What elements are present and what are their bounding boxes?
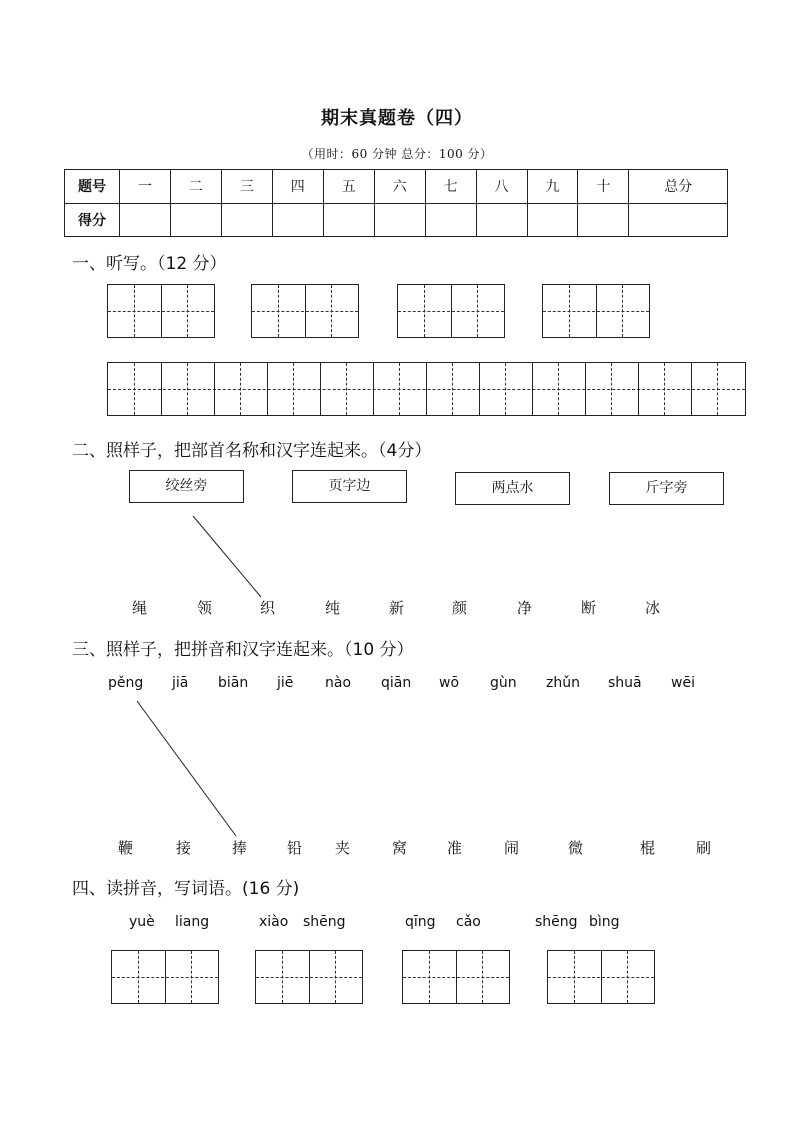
section-4-heading: 四、读拼音，写词语。(16 分) — [72, 879, 300, 899]
writing-grid[interactable] — [397, 284, 505, 338]
table-cell: 四 — [272, 170, 323, 204]
s3-pinyin[interactable]: jiā — [172, 675, 189, 691]
score-cell[interactable] — [272, 203, 323, 237]
s3-char[interactable]: 铅 — [287, 839, 303, 857]
s3-char[interactable]: 鞭 — [118, 839, 134, 857]
table-cell: 得分 — [65, 203, 120, 237]
s2-char[interactable]: 净 — [517, 599, 533, 617]
s2-char[interactable]: 新 — [389, 599, 405, 617]
s3-char[interactable]: 接 — [176, 839, 192, 857]
example-line-radical — [193, 516, 261, 597]
page-subtitle: （用时：60 分钟 总分：100 分） — [301, 147, 493, 161]
s2-char[interactable]: 绳 — [132, 599, 148, 617]
table-cell: 三 — [221, 170, 272, 204]
s3-pinyin[interactable]: gùn — [490, 675, 517, 691]
s4-pinyin: qīng — [405, 914, 436, 930]
s2-char[interactable]: 断 — [581, 599, 597, 617]
table-cell: 一 — [120, 170, 171, 204]
writing-grid[interactable] — [402, 950, 510, 1004]
writing-grid[interactable] — [111, 950, 219, 1004]
score-cell[interactable] — [629, 203, 728, 237]
radical-box[interactable]: 绞丝旁 — [129, 470, 244, 503]
score-table — [64, 169, 728, 237]
s3-pinyin[interactable]: biān — [218, 675, 249, 691]
table-cell: 题号 — [65, 170, 120, 204]
writing-grid-long[interactable] — [107, 362, 746, 416]
s4-pinyin: xiào — [259, 914, 289, 930]
s2-char[interactable]: 颜 — [452, 599, 468, 617]
page-title: 期末真题卷（四） — [321, 108, 473, 129]
s3-char[interactable]: 微 — [568, 839, 584, 857]
score-cell[interactable] — [374, 203, 425, 237]
score-cell[interactable] — [170, 203, 221, 237]
s3-char[interactable]: 闹 — [504, 839, 520, 857]
s3-pinyin[interactable]: pěng — [108, 675, 144, 691]
score-cell[interactable] — [578, 203, 629, 237]
s3-char[interactable]: 捧 — [232, 839, 248, 857]
score-table-score-row — [65, 203, 728, 237]
writing-grid[interactable] — [107, 284, 215, 338]
s3-char[interactable]: 刷 — [696, 839, 712, 857]
table-cell: 七 — [425, 170, 476, 204]
s3-pinyin[interactable]: nào — [325, 675, 352, 691]
writing-grid[interactable] — [255, 950, 363, 1004]
table-cell: 总分 — [629, 170, 728, 204]
score-cell[interactable] — [425, 203, 476, 237]
s3-pinyin[interactable]: shuā — [608, 675, 642, 691]
s2-char[interactable]: 领 — [197, 599, 213, 617]
table-cell: 五 — [323, 170, 374, 204]
writing-grid[interactable] — [542, 284, 650, 338]
table-cell: 二 — [170, 170, 221, 204]
s4-pinyin: liang — [175, 914, 210, 930]
s2-char[interactable]: 冰 — [645, 599, 661, 617]
table-cell: 十 — [578, 170, 629, 204]
score-table-header-row — [65, 170, 728, 204]
s4-pinyin: yuè — [129, 914, 155, 930]
score-cell[interactable] — [323, 203, 374, 237]
s3-pinyin[interactable]: wēi — [671, 675, 695, 691]
s3-char[interactable]: 夹 — [335, 839, 351, 857]
radical-box[interactable]: 斤字旁 — [609, 472, 724, 505]
table-cell: 六 — [374, 170, 425, 204]
writing-grid[interactable] — [251, 284, 359, 338]
s3-char[interactable]: 棍 — [640, 839, 656, 857]
table-cell: 八 — [476, 170, 527, 204]
s3-pinyin[interactable]: qiān — [381, 675, 412, 691]
example-line-pinyin — [137, 701, 236, 836]
s4-pinyin: shēng — [535, 914, 578, 930]
section-1-heading: 一、听写。（12 分） — [72, 254, 227, 274]
s2-char[interactable]: 纯 — [325, 599, 341, 617]
section-3-heading: 三、照样子，把拼音和汉字连起来。（10 分） — [72, 640, 414, 660]
radical-box[interactable]: 两点水 — [455, 472, 570, 505]
s2-char[interactable]: 织 — [260, 599, 276, 617]
writing-grid[interactable] — [547, 950, 655, 1004]
s4-pinyin: cǎo — [456, 914, 481, 930]
s3-pinyin[interactable]: jiē — [277, 675, 294, 691]
s3-pinyin[interactable]: zhǔn — [546, 675, 580, 691]
score-cell[interactable] — [476, 203, 527, 237]
table-cell: 九 — [527, 170, 578, 204]
s3-pinyin[interactable]: wō — [439, 675, 460, 691]
s4-pinyin: shēng — [303, 914, 346, 930]
score-cell[interactable] — [527, 203, 578, 237]
score-cell[interactable] — [221, 203, 272, 237]
radical-box[interactable]: 页字边 — [292, 470, 407, 503]
s3-char[interactable]: 准 — [447, 839, 463, 857]
s3-char[interactable]: 窝 — [392, 839, 408, 857]
score-cell[interactable] — [120, 203, 171, 237]
section-2-heading: 二、照样子，把部首名称和汉字连起来。（4分） — [72, 441, 432, 461]
s4-pinyin: bìng — [589, 914, 620, 930]
